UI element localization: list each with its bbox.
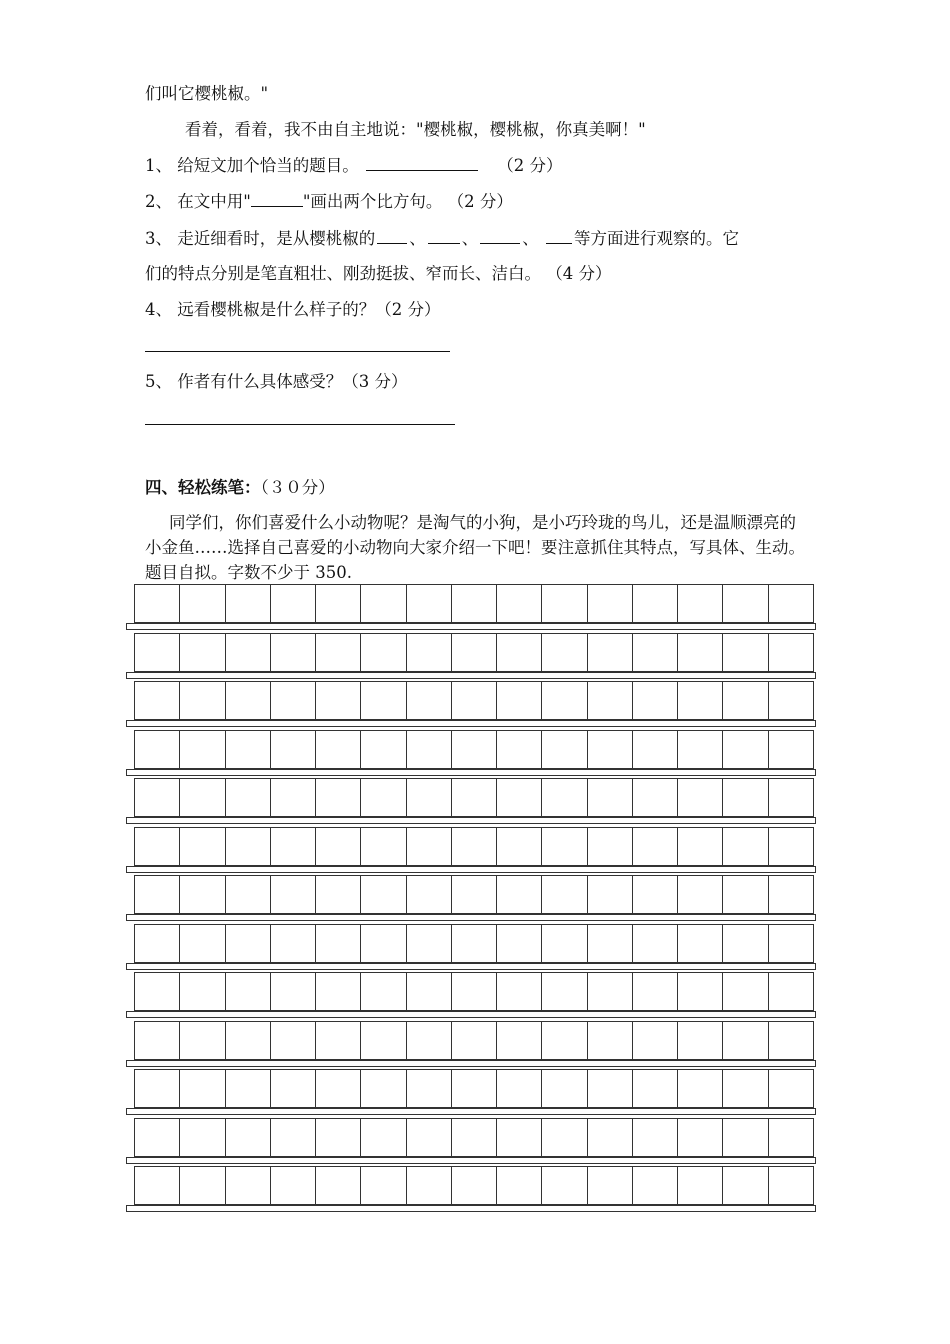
grid-cell[interactable] — [588, 1022, 633, 1059]
grid-cell[interactable] — [542, 1070, 587, 1107]
question-5: 5、 作者有什么具体感受？（3 分） — [145, 372, 408, 391]
grid-row-spacer — [126, 866, 816, 873]
grid-cells — [134, 1021, 814, 1060]
grid-cell[interactable] — [588, 585, 633, 622]
question-3-blank-4[interactable] — [546, 227, 572, 244]
grid-cell[interactable] — [452, 876, 497, 913]
grid-cell[interactable] — [588, 828, 633, 865]
grid-cell[interactable] — [271, 925, 316, 962]
grid-cell[interactable] — [678, 585, 723, 622]
grid-cell[interactable] — [497, 828, 542, 865]
grid-row — [126, 681, 816, 730]
grid-cell[interactable] — [633, 828, 678, 865]
grid-cell[interactable] — [407, 731, 452, 768]
grid-cell[interactable] — [226, 1119, 271, 1156]
grid-cell[interactable] — [678, 973, 723, 1010]
grid-cell[interactable] — [180, 731, 225, 768]
grid-cell[interactable] — [226, 876, 271, 913]
grid-cell[interactable] — [678, 925, 723, 962]
grid-cell[interactable] — [633, 1167, 678, 1204]
section-4-title: 四、轻松练笔： — [145, 478, 261, 497]
grid-cell[interactable] — [180, 1022, 225, 1059]
grid-cell[interactable] — [271, 876, 316, 913]
grid-cell[interactable] — [633, 634, 678, 671]
grid-cell[interactable] — [633, 973, 678, 1010]
question-3-text-a: 3、 走近细看时，是从樱桃椒的 — [145, 229, 376, 248]
grid-cell[interactable] — [226, 585, 271, 622]
grid-cell[interactable] — [407, 973, 452, 1010]
grid-row — [126, 584, 816, 633]
question-4-answer-line[interactable] — [145, 351, 450, 352]
grid-cell[interactable] — [769, 1119, 814, 1156]
grid-cell[interactable] — [135, 585, 180, 622]
grid-cell[interactable] — [723, 925, 768, 962]
grid-cell[interactable] — [769, 1022, 814, 1059]
grid-cell[interactable] — [633, 1119, 678, 1156]
grid-cell[interactable] — [678, 876, 723, 913]
grid-row-spacer — [126, 914, 816, 921]
grid-cell[interactable] — [226, 634, 271, 671]
grid-cell[interactable] — [497, 1167, 542, 1204]
grid-cell[interactable] — [723, 682, 768, 719]
grid-cell[interactable] — [452, 1070, 497, 1107]
grid-cell[interactable] — [316, 1119, 361, 1156]
grid-cell[interactable] — [271, 1119, 316, 1156]
question-3-sep: 、 — [409, 229, 426, 248]
passage-line-1: 们叫它樱桃椒。" — [145, 84, 269, 103]
grid-cell[interactable] — [316, 1022, 361, 1059]
grid-cell[interactable] — [678, 779, 723, 816]
grid-cell[interactable] — [723, 876, 768, 913]
grid-cell[interactable] — [361, 1070, 406, 1107]
grid-cell[interactable] — [769, 828, 814, 865]
grid-cell[interactable] — [452, 1167, 497, 1204]
grid-cell[interactable] — [180, 1070, 225, 1107]
question-3-sep: 、 — [522, 229, 544, 248]
section-4-points: （３０分） — [260, 478, 335, 497]
grid-cell[interactable] — [271, 973, 316, 1010]
grid-row-spacer — [126, 1205, 816, 1212]
grid-cells — [134, 730, 814, 769]
grid-cell[interactable] — [407, 682, 452, 719]
grid-cell[interactable] — [452, 731, 497, 768]
grid-cell[interactable] — [769, 925, 814, 962]
question-3 — [145, 227, 739, 251]
grid-cell[interactable] — [769, 682, 814, 719]
grid-cell[interactable] — [542, 925, 587, 962]
grid-row-spacer — [126, 1157, 816, 1164]
grid-cell[interactable] — [135, 925, 180, 962]
question-1-text: 1、 给短文加个恰当的题目。 — [145, 156, 359, 175]
grid-cell[interactable] — [135, 1167, 180, 1204]
writing-grid[interactable] — [126, 584, 816, 1215]
grid-cell[interactable] — [497, 925, 542, 962]
question-3-line-2: 们的特点分别是笔直粗壮、刚劲挺拔、窄而长、洁白。 （4 分） — [145, 264, 612, 283]
grid-cell[interactable] — [678, 731, 723, 768]
grid-cell[interactable] — [226, 1167, 271, 1204]
grid-row-spacer — [126, 672, 816, 679]
grid-cell[interactable] — [407, 828, 452, 865]
grid-cell[interactable] — [723, 973, 768, 1010]
grid-cell[interactable] — [407, 925, 452, 962]
grid-cell[interactable] — [180, 925, 225, 962]
grid-cell[interactable] — [723, 828, 768, 865]
question-3-sep: 、 — [461, 229, 479, 248]
grid-cell[interactable] — [407, 1119, 452, 1156]
grid-cell[interactable] — [769, 973, 814, 1010]
grid-cell[interactable] — [497, 1119, 542, 1156]
grid-cell[interactable] — [135, 731, 180, 768]
grid-cell[interactable] — [633, 731, 678, 768]
grid-cell[interactable] — [542, 682, 587, 719]
grid-cell[interactable] — [769, 1070, 814, 1107]
grid-cell[interactable] — [226, 925, 271, 962]
grid-cell[interactable] — [633, 1070, 678, 1107]
grid-cell[interactable] — [452, 682, 497, 719]
grid-cell[interactable] — [542, 779, 587, 816]
grid-row-spacer — [126, 1108, 816, 1115]
grid-cell[interactable] — [226, 1070, 271, 1107]
grid-row — [126, 972, 816, 1021]
question-2 — [145, 190, 513, 214]
grid-cell[interactable] — [407, 779, 452, 816]
grid-cell[interactable] — [723, 634, 768, 671]
grid-cell[interactable] — [769, 1167, 814, 1204]
grid-cell[interactable] — [271, 682, 316, 719]
question-1-points: （2 分） — [497, 156, 563, 175]
grid-cell[interactable] — [542, 1119, 587, 1156]
grid-cell[interactable] — [135, 973, 180, 1010]
grid-cells — [134, 972, 814, 1011]
grid-cell[interactable] — [361, 1022, 406, 1059]
section-4-prompt: 同学们，你们喜爱什么小动物呢？是淘气的小狗，是小巧玲珑的鸟儿，还是温顺漂亮的小金鱼……选择自己喜爱的小动物向大家介绍一下吧！要注意抓住其特点，写具体、生动。题目自拟。字数不少于 350. — [145, 513, 805, 582]
grid-cell[interactable] — [723, 585, 768, 622]
grid-cell[interactable] — [452, 925, 497, 962]
question-3-text-b: 等方面进行观察的。它 — [574, 229, 739, 248]
grid-cell[interactable] — [769, 731, 814, 768]
grid-row-spacer — [126, 720, 816, 727]
grid-cell[interactable] — [361, 731, 406, 768]
grid-cell[interactable] — [226, 779, 271, 816]
grid-cell[interactable] — [361, 634, 406, 671]
grid-cell[interactable] — [226, 973, 271, 1010]
grid-cell[interactable] — [542, 634, 587, 671]
grid-cell[interactable] — [361, 1119, 406, 1156]
grid-row — [126, 1166, 816, 1215]
grid-cell[interactable] — [407, 1022, 452, 1059]
grid-cell[interactable] — [180, 828, 225, 865]
grid-cell[interactable] — [316, 828, 361, 865]
question-1-blank[interactable] — [366, 154, 478, 171]
grid-cell[interactable] — [361, 925, 406, 962]
grid-cell[interactable] — [316, 925, 361, 962]
grid-row — [126, 827, 816, 876]
grid-cell[interactable] — [588, 876, 633, 913]
grid-row-spacer — [126, 769, 816, 776]
grid-cell[interactable] — [407, 634, 452, 671]
grid-cell[interactable] — [542, 973, 587, 1010]
grid-cell[interactable] — [226, 1022, 271, 1059]
grid-cell[interactable] — [452, 1119, 497, 1156]
grid-cell[interactable] — [271, 731, 316, 768]
grid-cell[interactable] — [723, 779, 768, 816]
grid-cells — [134, 681, 814, 720]
grid-row-spacer — [126, 1060, 816, 1067]
grid-row-spacer — [126, 623, 816, 630]
grid-cell[interactable] — [633, 1022, 678, 1059]
grid-row — [126, 1118, 816, 1167]
grid-cell[interactable] — [180, 876, 225, 913]
grid-cells — [134, 1069, 814, 1108]
grid-cell[interactable] — [633, 779, 678, 816]
question-2-underline-sample — [251, 190, 303, 207]
grid-cell[interactable] — [452, 973, 497, 1010]
grid-cell[interactable] — [180, 1119, 225, 1156]
grid-cell[interactable] — [723, 1022, 768, 1059]
grid-cell[interactable] — [588, 682, 633, 719]
grid-cell[interactable] — [135, 682, 180, 719]
grid-cells — [134, 924, 814, 963]
grid-cell[interactable] — [497, 585, 542, 622]
grid-cell[interactable] — [452, 779, 497, 816]
passage-line-2: 看着，看着，我不由自主地说："樱桃椒，樱桃椒，你真美啊！" — [185, 120, 646, 139]
grid-cell[interactable] — [271, 634, 316, 671]
question-3-blank-1[interactable] — [377, 227, 407, 244]
grid-row — [126, 1021, 816, 1070]
grid-cells — [134, 778, 814, 817]
grid-cell[interactable] — [497, 634, 542, 671]
grid-row-spacer — [126, 963, 816, 970]
grid-cell[interactable] — [316, 973, 361, 1010]
grid-cell[interactable] — [180, 585, 225, 622]
grid-cell[interactable] — [452, 585, 497, 622]
grid-cells — [134, 633, 814, 672]
grid-cell[interactable] — [723, 1167, 768, 1204]
question-3-blank-3[interactable] — [480, 227, 520, 244]
grid-cell[interactable] — [588, 1070, 633, 1107]
grid-row — [126, 924, 816, 973]
grid-cell[interactable] — [271, 779, 316, 816]
grid-cell[interactable] — [226, 731, 271, 768]
grid-cell[interactable] — [769, 634, 814, 671]
grid-row — [126, 633, 816, 682]
grid-cell[interactable] — [135, 1070, 180, 1107]
grid-cell[interactable] — [678, 682, 723, 719]
grid-cell[interactable] — [180, 634, 225, 671]
grid-cell[interactable] — [542, 1022, 587, 1059]
grid-cell[interactable] — [769, 585, 814, 622]
grid-cell[interactable] — [452, 634, 497, 671]
grid-row — [126, 778, 816, 827]
grid-cell[interactable] — [271, 1167, 316, 1204]
grid-cell[interactable] — [678, 1070, 723, 1107]
grid-cell[interactable] — [407, 1070, 452, 1107]
grid-cell[interactable] — [135, 876, 180, 913]
grid-cell[interactable] — [180, 779, 225, 816]
grid-cell[interactable] — [588, 731, 633, 768]
grid-cell[interactable] — [723, 1070, 768, 1107]
grid-cell[interactable] — [588, 1167, 633, 1204]
grid-cells — [134, 1166, 814, 1205]
grid-cell[interactable] — [407, 1167, 452, 1204]
grid-cell[interactable] — [723, 1119, 768, 1156]
grid-cell[interactable] — [361, 1167, 406, 1204]
grid-row-spacer — [126, 817, 816, 824]
question-2-text-b: "画出两个比方句。 （2 分） — [302, 192, 513, 211]
grid-cell[interactable] — [452, 1022, 497, 1059]
section-4-heading — [145, 476, 335, 500]
grid-cell[interactable] — [135, 1119, 180, 1156]
grid-cell[interactable] — [678, 634, 723, 671]
grid-cell[interactable] — [769, 876, 814, 913]
question-4: 4、 远看樱桃椒是什么样子的？（2 分） — [145, 300, 441, 319]
grid-cell[interactable] — [316, 779, 361, 816]
grid-cell[interactable] — [180, 682, 225, 719]
grid-cell[interactable] — [361, 779, 406, 816]
grid-cell[interactable] — [452, 828, 497, 865]
question-2-text-a: 2、 在文中用" — [145, 192, 251, 211]
grid-cell[interactable] — [361, 682, 406, 719]
grid-row — [126, 1069, 816, 1118]
grid-cell[interactable] — [497, 1070, 542, 1107]
grid-cell[interactable] — [588, 973, 633, 1010]
grid-cell[interactable] — [361, 585, 406, 622]
question-1 — [145, 154, 563, 178]
grid-cell[interactable] — [226, 682, 271, 719]
grid-cell[interactable] — [588, 779, 633, 816]
grid-cell[interactable] — [497, 973, 542, 1010]
grid-cell[interactable] — [361, 973, 406, 1010]
grid-cell[interactable] — [542, 1167, 587, 1204]
grid-cell[interactable] — [723, 731, 768, 768]
grid-cell[interactable] — [316, 876, 361, 913]
grid-cell[interactable] — [633, 682, 678, 719]
grid-cells — [134, 827, 814, 866]
grid-cell[interactable] — [361, 828, 406, 865]
grid-cell[interactable] — [497, 682, 542, 719]
grid-cell[interactable] — [633, 876, 678, 913]
grid-row — [126, 730, 816, 779]
grid-cell[interactable] — [678, 1119, 723, 1156]
grid-cell[interactable] — [361, 876, 406, 913]
grid-cell[interactable] — [633, 585, 678, 622]
grid-cell[interactable] — [542, 828, 587, 865]
grid-row — [126, 875, 816, 924]
grid-cell[interactable] — [316, 1070, 361, 1107]
grid-cells — [134, 875, 814, 914]
grid-cell[interactable] — [135, 634, 180, 671]
grid-cell[interactable] — [542, 876, 587, 913]
grid-cell[interactable] — [135, 779, 180, 816]
grid-cell[interactable] — [588, 634, 633, 671]
grid-row-spacer — [126, 1011, 816, 1018]
grid-cell[interactable] — [633, 925, 678, 962]
grid-cell[interactable] — [678, 1167, 723, 1204]
grid-cell[interactable] — [316, 731, 361, 768]
grid-cell[interactable] — [588, 1119, 633, 1156]
question-3-blank-2[interactable] — [428, 227, 460, 244]
grid-cell[interactable] — [226, 828, 271, 865]
grid-cell[interactable] — [316, 1167, 361, 1204]
grid-cell[interactable] — [271, 585, 316, 622]
grid-cell[interactable] — [497, 1022, 542, 1059]
grid-cells — [134, 1118, 814, 1157]
grid-cell[interactable] — [316, 634, 361, 671]
grid-cell[interactable] — [497, 779, 542, 816]
grid-cell[interactable] — [678, 828, 723, 865]
grid-cell[interactable] — [316, 682, 361, 719]
grid-cell[interactable] — [497, 731, 542, 768]
grid-cell[interactable] — [180, 1167, 225, 1204]
grid-cell[interactable] — [407, 876, 452, 913]
grid-cell[interactable] — [769, 779, 814, 816]
grid-cell[interactable] — [407, 585, 452, 622]
grid-cell[interactable] — [271, 1022, 316, 1059]
grid-cell[interactable] — [180, 973, 225, 1010]
grid-cell[interactable] — [135, 1022, 180, 1059]
grid-cell[interactable] — [542, 585, 587, 622]
grid-cell[interactable] — [271, 828, 316, 865]
grid-cells — [134, 584, 814, 623]
grid-cell[interactable] — [135, 828, 180, 865]
grid-cell[interactable] — [542, 731, 587, 768]
grid-cell[interactable] — [588, 925, 633, 962]
grid-cell[interactable] — [678, 1022, 723, 1059]
grid-cell[interactable] — [271, 1070, 316, 1107]
grid-cell[interactable] — [316, 585, 361, 622]
question-5-answer-line[interactable] — [145, 424, 455, 425]
grid-cell[interactable] — [497, 876, 542, 913]
